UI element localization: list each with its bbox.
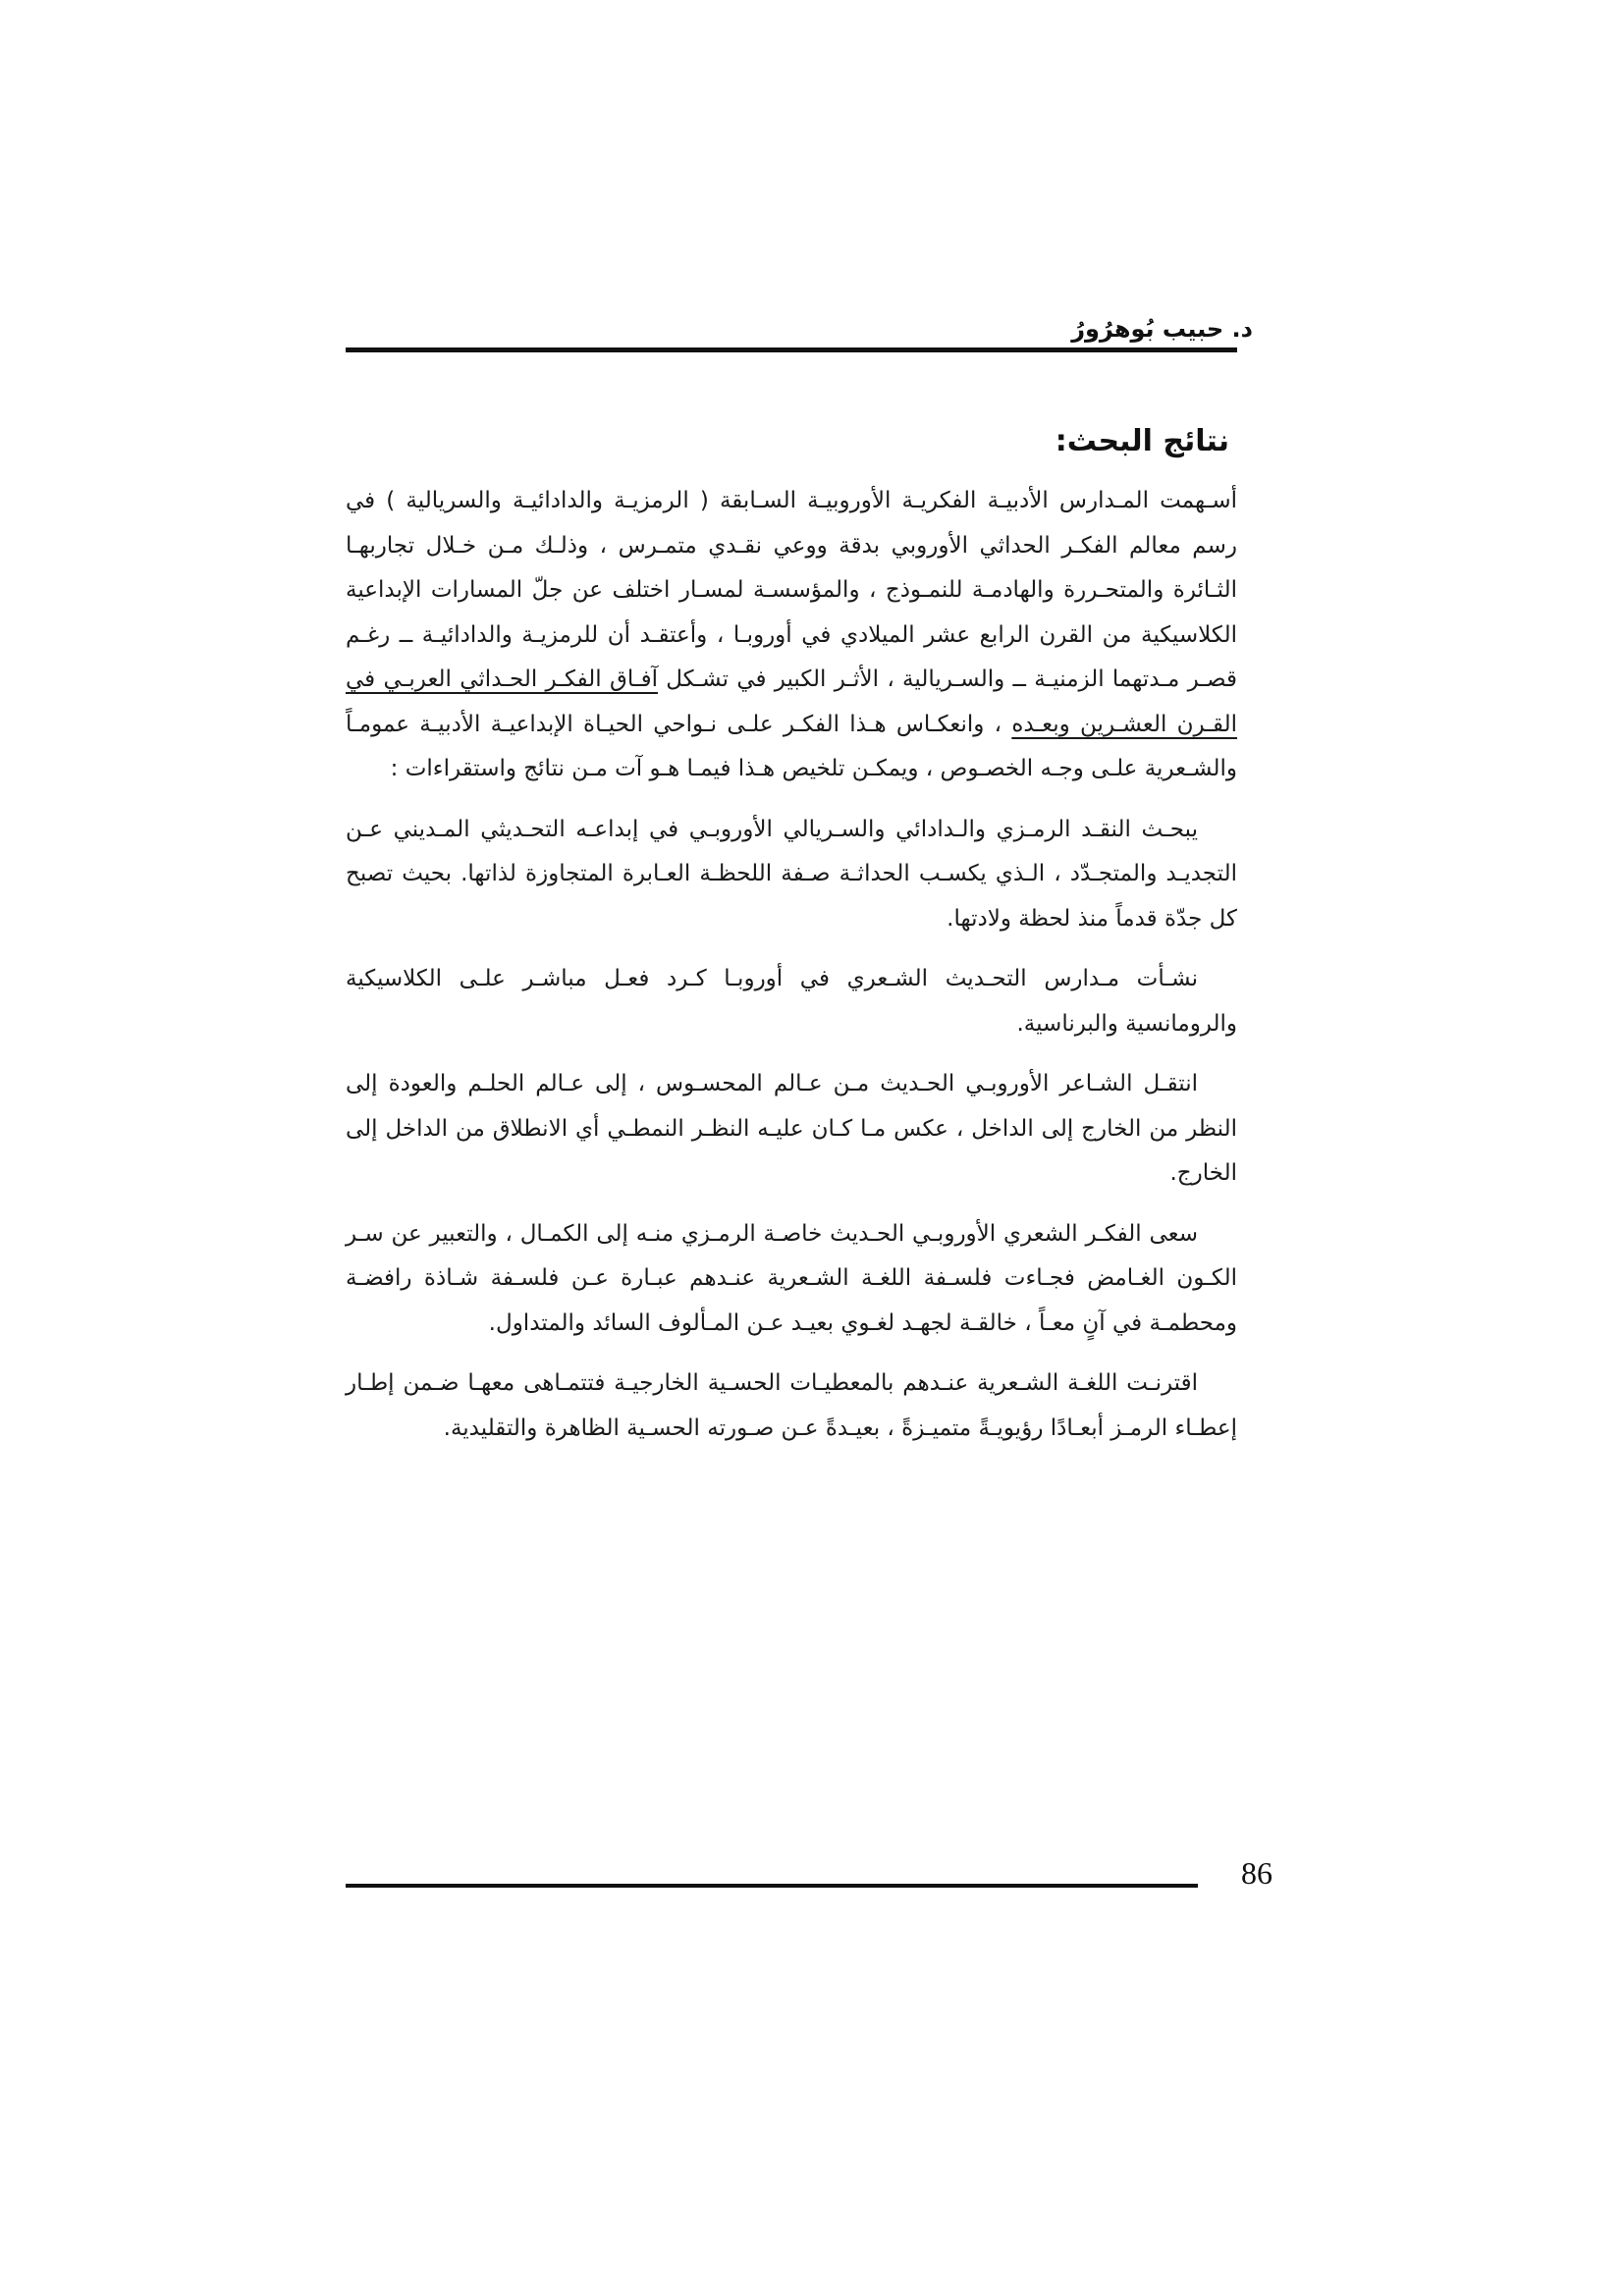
body-text bbox=[346, 479, 1237, 1467]
running-header-author: د. حبيب بُوهرُورُ bbox=[1071, 315, 1253, 343]
paragraph: انتقـل الشـاعر الأوروبـي الحـديث مـن عـالم المحسـوس ، إلى عـالم الحلـم والعودة إلى النظر من الخارج إلى الداخل ، عكس مـا كـان عليـه النظـر النمطـي أي الانطلاق من الداخل إلى الخارج. bbox=[346, 1071, 1237, 1186]
paragraph: سعى الفكـر الشعري الأوروبـي الحـديث خاصـة الرمـزي منـه إلى الكمـال ، والتعبير عن سـر الكـون الغـامض فجـاءت فلسـفة اللغـة الشـعرية عنـدهم عبـارة عـن فلسـفة شـاذة رافضـة ومحطمـة في آنٍ معـاً ، خالقـة لجهـد لغـوي بعيـد عـن المـألوف السائد والمتداول. bbox=[346, 1220, 1237, 1336]
underlined-phrase: آفـاق الفكـر الحـداثي العربـي في القـرن العشـرين وبعـده bbox=[346, 667, 1238, 737]
footer-rule bbox=[346, 1884, 1198, 1888]
paragraph: يبحـث النقـد الرمـزي والـدادائي والسـريالي الأوروبـي في إبداعـه التحـديثي المـديني عـن التجديـد والمتجـدّد ، الـذي يكسـب الحداثـة صـفة اللحظـة العـابرة المتجاوزة لذاتها. بحيث تصبح كل جدّة قدماً منذ لحظة ولادتها. bbox=[346, 816, 1237, 932]
paragraph: اقترنـت اللغـة الشـعرية عنـدهم بالمعطيـات الحسـية الخارجيـة فتتمـاهى معهـا ضـمن إطـار إعطـاء الرمـز أبعـادًا رؤيويـةً متميـزةً ، بعيـدةً عـن صـورته الحسـية الظاهرة والتقليدية. bbox=[346, 1370, 1237, 1441]
header-rule bbox=[346, 347, 1237, 352]
page-number: 86 bbox=[1241, 1855, 1272, 1891]
section-title: نتائج البحث: bbox=[1055, 424, 1229, 458]
paragraph: نشـأت مـدارس التحـديث الشـعري في أوروبـا كـرد فعـل مباشـر علـى الكلاسيكية والرومانسية والبرناسية. bbox=[346, 966, 1237, 1037]
paragraph-intro-part-1: أسـهمت المـدارس الأدبيـة الفكريـة الأوروبيـة السـابقة ( الرمزيـة والدادائيـة والسريالية ) في رسم معالم الفكـر الحداثي الأوروبي بدقة ووعي نقـدي متمـرس ، وذلـك مـن خـلال تجاربهـا الثـائرة والمتحـررة والهادمـة للنمـوذج ، والمؤسسـة لمسـار اختلف عن جلّ المسارات الإبداعية الكلاسيكية من القرن الرابع عشر الميلادي في أوروبـا ، وأعتقـد أن للرمزيـة والدادائيـة ــ رغـم قصـر مـدتهما الزمنيـة ــ والسـريالية ، الأثـر الكبير في تشـكل bbox=[346, 488, 1237, 692]
paragraph-intro-part-2: ، وانعكـاس هـذا الفكـر علـى نـواحي الحيـاة الإبداعيـة الأدبيـة عمومـاً والشـعرية علـى وجـه الخصـوص ، ويمكـن تلخيص هـذا فيمـا هـو آت مـن نتائج واستقراءات : bbox=[346, 711, 1237, 781]
paragraph-intro bbox=[346, 479, 1237, 792]
